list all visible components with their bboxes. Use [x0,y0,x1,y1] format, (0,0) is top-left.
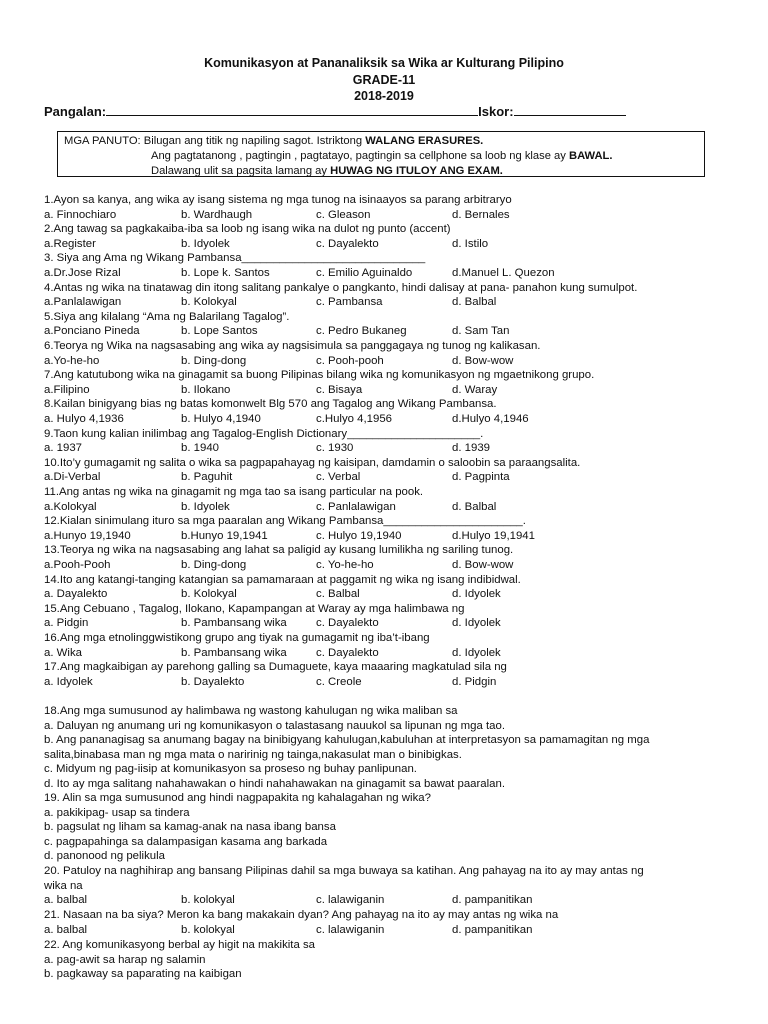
q14-option-c[interactable]: c. Balbal [316,588,360,601]
question-11: 11.Ang antas ng wika na ginagamit ng mga tao sa isang particular na pook. [44,486,424,498]
q2-option-c[interactable]: c. Dayalekto [316,237,379,250]
q16-option-c[interactable]: c. Dayalekto [316,646,379,659]
q11-option-d[interactable]: d. Balbal [452,500,497,513]
q3-option-a[interactable]: a.Dr.Jose Rizal [44,266,121,279]
question-19: 19. Alin sa mga sumusunod ang hindi nagpapakita ng kahalagahan ng wika? [44,792,431,804]
q21-option-d[interactable]: d. pampanitikan [452,923,533,936]
q11-option-b[interactable]: b. Idyolek [181,500,230,513]
q14-option-d[interactable]: d. Idyolek [452,588,501,601]
q4-option-d[interactable]: d. Balbal [452,296,497,309]
q19-option-d[interactable]: d. panonood ng pelikula [44,850,165,862]
question-20-line2: wika na [44,879,83,892]
q8-option-a[interactable]: a. Hulyo 4,1936 [44,412,124,425]
score-label: Iskor: [478,104,514,119]
q20-option-c[interactable]: c. lalawiganin [316,894,385,906]
q11-option-c[interactable]: c. Panlalawigan [316,500,396,513]
q7-option-a[interactable]: a.Filipino [44,383,90,396]
question-20-line1: 20. Patuloy na naghihirap ang bansang Pilipinas dahil sa mga buwaya sa katihan. Ang pahayag na ito ay may antas ng [44,865,644,877]
q1-option-b[interactable]: b. Wardhaugh [181,208,253,221]
q6-option-b[interactable]: b. Ding-dong [181,354,247,367]
q5-option-b[interactable]: b. Lope Santos [181,325,258,338]
q15-option-b[interactable]: b. Pambansang wika [181,617,287,630]
q10-option-a[interactable]: a.Di-Verbal [44,471,101,484]
q4-option-a[interactable]: a.Panlalawigan [44,296,122,309]
q14-option-b[interactable]: b. Kolokyal [181,588,237,601]
q10-option-c[interactable]: c. Verbal [316,471,361,484]
score-field-line [514,102,626,116]
q5-option-d[interactable]: d. Sam Tan [452,325,510,338]
q18-option-d[interactable]: d. Ito ay mga salitang nahahawakan o hindi nahahawakan na ginagamit sa bawat paaralan. [44,777,506,790]
q15-option-d[interactable]: d. Idyolek [452,617,501,630]
question-6: 6.Teorya ng Wika na nagsasabing ang wika ay nagsisimula sa panggagaya ng tunog ng kalikasan. [44,340,541,352]
question-5: 5.Siya ang kilalang “Ama ng Balarilang Tagalog”. [44,310,290,323]
q10-option-b[interactable]: b. Paguhit [181,471,233,484]
q1-option-d[interactable]: d. Bernales [452,208,510,221]
q18-option-a[interactable]: a. Daluyan ng anumang uri ng komunikasyon o talastasang nauukol sa lipunan ng mga tao. [44,719,505,732]
q8-option-b[interactable]: b. Hulyo 4,1940 [181,412,261,425]
q9-option-b[interactable]: b. 1940 [181,442,220,455]
question-7: 7.Ang katutubong wika na ginagamit sa buong Pilipinas bilang wika ng komunikasyon ng mgaetnikong grupo. [44,369,595,382]
q17-option-a[interactable]: a. Idyolek [44,675,93,688]
grade-level: GRADE-11 [352,73,416,87]
question-1: 1.Ayon sa kanya, ang wika ay isang sistema ng mga tunog na isinaayos sa parang arbitraryo [44,194,512,206]
q17-option-c[interactable]: c. Creole [316,675,362,688]
question-22: 22. Ang komunikasyong berbal ay higit na makikita sa [44,939,315,951]
q18-option-b-line2[interactable]: salita,binabasa man ng mga mata o naririnig ng tainga,nakasulat man o binibigkas. [44,748,462,761]
q20-option-d[interactable]: d. pampanitikan [452,894,533,906]
q7-option-c[interactable]: c. Bisaya [316,383,363,396]
q19-option-a[interactable]: a. pakikipag- usap sa tindera [44,806,190,819]
q22-option-a[interactable]: a. pag-awit sa harap ng salamin [44,953,206,966]
q21-option-c[interactable]: c. lalawiganin [316,923,385,936]
q9-option-a[interactable]: a. 1937 [44,442,83,455]
q16-option-a[interactable]: a. Wika [44,646,82,659]
q19-option-c[interactable]: c. pagpapahinga sa dalampasigan kasama ang barkada [44,835,328,848]
q18-option-b-line1[interactable]: b. Ang pananagisag sa anumang bagay na binibigyang kahulugan,kabuluhan at interpretasyon sa pamamagitan ng mga [44,734,650,746]
name-field-line [106,102,478,116]
q13-option-c[interactable]: c. Yo-he-ho [316,558,374,571]
question-3: 3. Siya ang Ama ng Wikang Pambansa_____________________________ [44,252,426,265]
question-13: 13.Teorya ng wika na nagsasabing ang lahat sa paligid ay kusang lumilikha ng sariling tunog. [44,544,514,557]
q13-option-d[interactable]: d. Bow-wow [452,558,514,571]
q17-option-d[interactable]: d. Pidgin [452,675,497,688]
question-16: 16.Ang mga etnolinggwistikong grupo ang tiyak na gumagamit ng iba’t-ibang [44,632,430,644]
name-label: Pangalan: [44,104,107,119]
instruction-line-1: MGA PANUTO: Bilugan ang titik ng napiling sagot. Istriktong WALANG ERASURES. [64,135,484,147]
q6-option-c[interactable]: c. Pooh-pooh [316,354,384,367]
question-14: 14.Ito ang katangi-tanging katangian sa pamamaraan at paggamit ng wika ng isang indibidwal. [44,573,521,586]
question-21: 21. Nasaan na ba siya? Meron ka bang makakain dyan? Ang pahayag na ito ay may antas ng wika na [44,909,559,921]
question-2: 2.Ang tawag sa pagkakaiba-iba sa loob ng isang wika na dulot ng punto (accent) [44,223,451,236]
q8-option-c[interactable]: c.Hulyo 4,1956 [316,412,392,425]
q12-option-d[interactable]: d.Hulyo 19,1941 [452,529,535,542]
instruction-line-3: Dalawang ulit sa pagsita lamang ay HUWAG NG ITULOY ANG EXAM. [151,165,503,177]
q2-option-b[interactable]: b. Idyolek [181,237,230,250]
name-score-row [44,102,734,119]
question-8: 8.Kailan binigyang bias ng batas komonwelt Blg 570 ang Tagalog ang Wikang Pambansa. [44,398,497,411]
q1-option-c[interactable]: c. Gleason [316,208,371,221]
q7-option-d[interactable]: d. Waray [452,383,498,396]
q15-option-a[interactable]: a. Pidgin [44,617,89,630]
q6-option-a[interactable]: a.Yo-he-ho [44,354,100,367]
q2-option-d[interactable]: d. Istilo [452,237,489,250]
q19-option-b[interactable]: b. pagsulat ng liham sa kamag-anak na nasa ibang bansa [44,821,336,833]
q5-option-a[interactable]: a.Ponciano Pineda [44,325,140,338]
q21-option-a[interactable]: a. balbal [44,923,88,936]
question-10: 10.Ito’y gumagamit ng salita o wika sa pagpapahayag ng kaisipan, damdamin o saloobin sa paraangsalita. [44,456,581,469]
question-9: 9.Taon kung kalian inilimbag ang Tagalog-English Dictionary_____________________. [44,427,484,440]
q3-option-b[interactable]: b. Lope k. Santos [181,266,270,279]
q11-option-a[interactable]: a.Kolokyal [44,500,97,513]
q2-option-a[interactable]: a.Register [44,237,96,250]
q9-option-d[interactable]: d. 1939 [452,442,491,455]
q13-option-a[interactable]: a.Pooh-Pooh [44,558,111,571]
q20-option-b[interactable]: b. kolokyal [181,894,235,906]
question-17: 17.Ang magkaibigan ay parehong galling sa Dumaguete, kaya maaaring magkatulad sila ng [44,661,507,674]
q10-option-d[interactable]: d. Pagpinta [452,471,510,484]
q4-option-c[interactable]: c. Pambansa [316,296,383,309]
q5-option-c[interactable]: c. Pedro Bukaneg [316,325,407,338]
instruction-line-2: Ang pagtatanong , pagtingin , pagtatayo, pagtingin sa cellphone sa loob ng klase ay BAWAL. [151,150,613,162]
q13-option-b[interactable]: b. Ding-dong [181,558,247,571]
q12-option-b[interactable]: b.Hunyo 19,1941 [181,529,268,542]
q8-option-d[interactable]: d.Hulyo 4,1946 [452,412,529,425]
q12-option-c[interactable]: c. Hulyo 19,1940 [316,529,402,542]
q9-option-c[interactable]: c. 1930 [316,442,354,455]
question-18: 18.Ang mga sumusunod ay halimbawa ng wastong kahulugan ng wika maliban sa [44,705,458,717]
q20-option-a[interactable]: a. balbal [44,894,88,906]
q4-option-b[interactable]: b. Kolokyal [181,296,237,309]
exam-title: Komunikasyon at Pananaliksik sa Wika ar Kulturang Pilipino [204,56,564,70]
question-15: 15.Ang Cebuano , Tagalog, Ilokano, Kapampangan at Waray ay mga halimbawa ng [44,602,465,615]
q21-option-b[interactable]: b. kolokyal [181,923,235,936]
q22-option-b[interactable]: b. pagkaway sa paparating na kaibigan [44,968,242,980]
q17-option-b[interactable]: b. Dayalekto [181,675,245,688]
school-year: 2018-2019 [354,89,414,103]
q15-option-c[interactable]: c. Dayalekto [316,617,379,630]
instructions-box [57,131,705,177]
q12-option-a[interactable]: a.Hunyo 19,1940 [44,529,131,542]
q7-option-b[interactable]: b. Ilokano [181,383,231,396]
question-4: 4.Antas ng wika na tinatawag din itong salitang pankalye o pangkanto, hindi dalisay at pana- panahon kung sumulpot. [44,281,638,294]
q1-option-a[interactable]: a. Finnochiaro [44,208,117,221]
q14-option-a[interactable]: a. Dayalekto [44,588,108,601]
q18-option-c[interactable]: c. Midyum ng pag-iisip at komunikasyon sa proseso ng buhay panlipunan. [44,763,417,775]
q3-option-c[interactable]: c. Emilio Aguinaldo [316,266,413,279]
question-12: 12.Kialan sinimulang ituro sa mga paaralan ang Wikang Pambansa______________________. [44,515,526,528]
q6-option-d[interactable]: d. Bow-wow [452,354,514,367]
q3-option-d[interactable]: d.Manuel L. Quezon [452,266,555,279]
q16-option-b[interactable]: b. Pambansang wika [181,646,287,659]
q16-option-d[interactable]: d. Idyolek [452,646,501,659]
